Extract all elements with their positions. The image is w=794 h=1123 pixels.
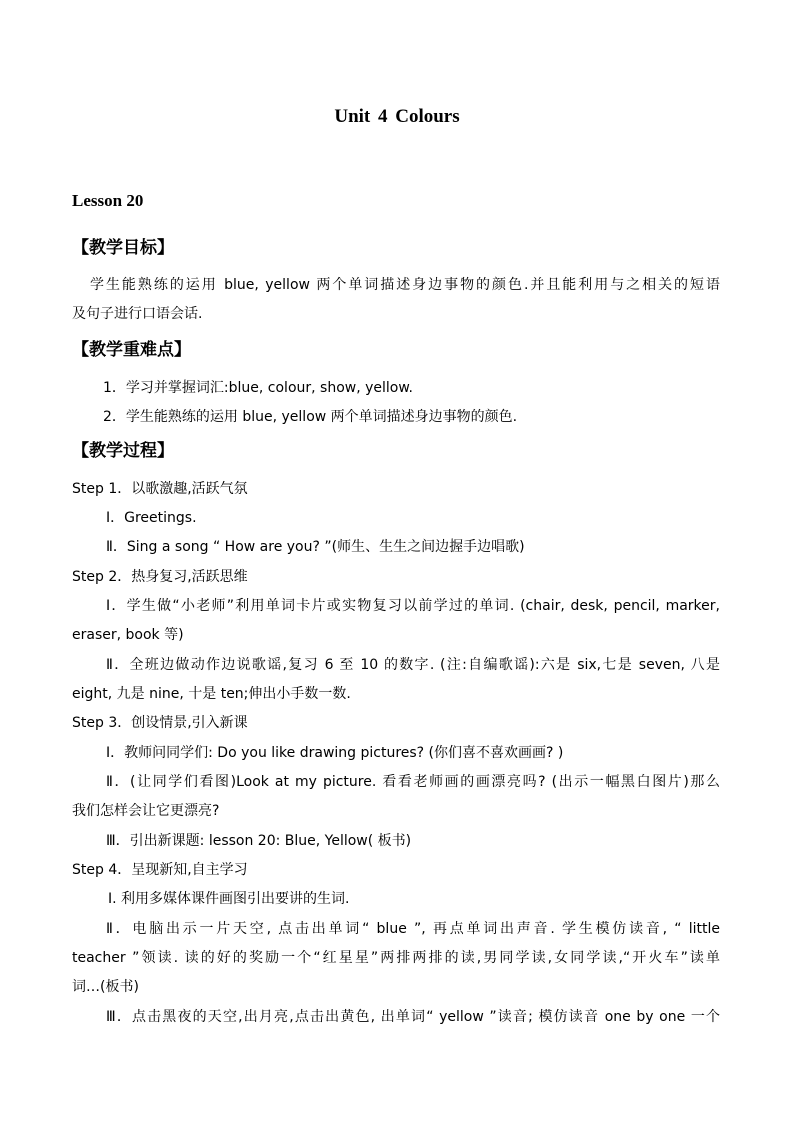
step-1: Step 1．以歌激趣,活跃气氛	[72, 481, 248, 497]
process-heading: 【教学过程】	[72, 441, 174, 461]
step-4-item-ii-line-1: Ⅱ．电脑出示一片天空, 点击出单词“ blue ”, 再点单词出声音. 学生模仿读音, “ little	[106, 921, 720, 937]
step-3-item-ii-line-2: 我们怎样会让它更漂亮?	[72, 803, 220, 819]
step-2-item-ii-line-2: eight, 九是 nine, 十是 ten;伸出小手数一数.	[72, 686, 351, 702]
step-1-item-i: Ⅰ．Greetings.	[106, 510, 197, 526]
lesson-heading: Lesson 20	[72, 191, 144, 210]
step-3-item-iii: Ⅲ．引出新课题: lesson 20: Blue, Yellow( 板书)	[106, 833, 412, 849]
step-4-item-ii-line-3: 词…(板书)	[72, 979, 139, 995]
step-3-item-i: Ⅰ．教师问同学们: Do you like drawing pictures? (你们喜不喜欢画画? )	[106, 745, 564, 761]
step-4-item-i: I. 利用多媒体课件画图引出要讲的生词.	[108, 891, 350, 907]
step-3-item-ii-line-1: Ⅱ．(让同学们看图)Look at my picture. 看看老师画的画漂亮吗? (出示一幅黑白图片)那么	[106, 774, 720, 790]
page-title: Unit 4 Colours	[334, 106, 460, 127]
step-2: Step 2．热身复习,活跃思维	[72, 569, 248, 585]
objectives-line-1: 学生能熟练的运用 blue, yellow 两个单词描述身边事物的颜色.并且能利用与之相关的短语	[90, 277, 720, 293]
step-1-item-ii: Ⅱ．Sing a song “ How are you? ”(师生、生生之间边握手边唱歌)	[106, 539, 525, 555]
keypoints-item-2: 2．学生能熟练的运用 blue, yellow 两个单词描述身边事物的颜色.	[103, 409, 518, 425]
step-2-item-ii-line-1: Ⅱ．全班边做动作边说歌谣,复习 6 至 10 的数字. (注:自编歌谣):六是 six,七是 seven, 八是	[106, 657, 720, 673]
step-4-item-ii-line-2: teacher ”领读. 读的好的奖励一个“红星星”两排两排的读,男同学读,女同学读,“开火车”读单	[72, 950, 720, 966]
objectives-heading: 【教学目标】	[72, 238, 174, 258]
step-3: Step 3．创设情景,引入新课	[72, 715, 248, 731]
step-4: Step 4．呈现新知,自主学习	[72, 862, 248, 878]
objectives-line-2: 及句子进行口语会话.	[72, 306, 203, 322]
step-4-item-iii: Ⅲ．点击黑夜的天空,出月亮,点击出黄色, 出单词“ yellow ”读音; 模仿读音 one by one 一个	[106, 1009, 720, 1025]
keypoints-item-1: 1．学习并掌握词汇:blue, colour, show, yellow.	[103, 380, 413, 396]
step-2-item-i-line-2: eraser, book 等)	[72, 627, 184, 643]
step-2-item-i-line-1: Ⅰ．学生做“小老师”利用单词卡片或实物复习以前学过的单词. (chair, desk, pencil, marker,	[106, 598, 720, 614]
keypoints-heading: 【教学重难点】	[72, 340, 191, 360]
